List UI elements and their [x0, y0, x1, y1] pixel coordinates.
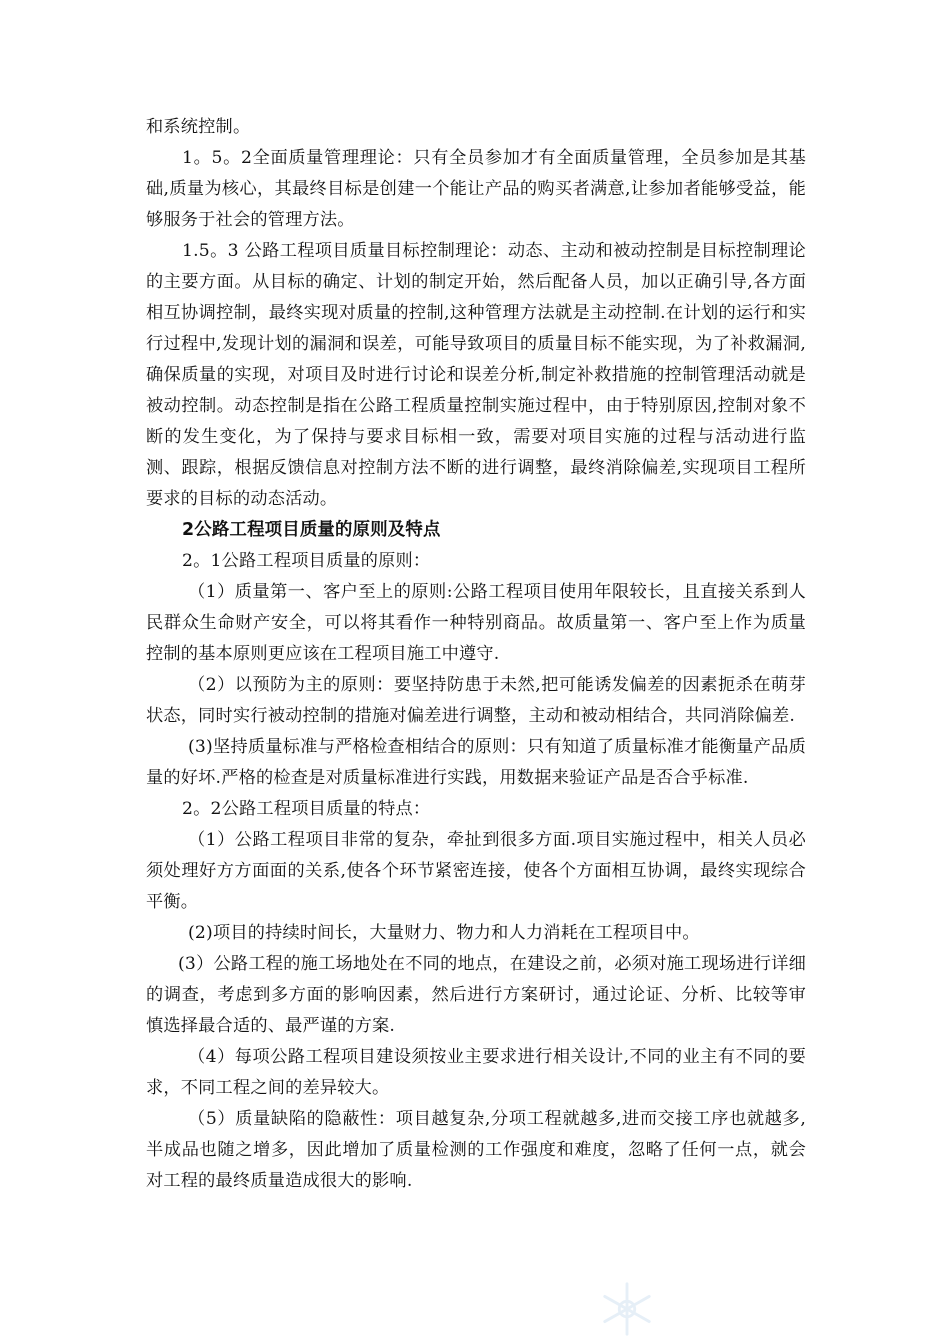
paragraph-1-5-3: 1.5。3 公路工程项目质量目标控制理论：动态、主动和被动控制是目标控制理论的主要方面。从目标的确定、计划的制定开始，然后配备人员，加以正确引导,各方面相互协调控制，最终实现对质量的控制,这种管理方法就是主动控制.在计划的运行和实行过程中,发现计划的漏洞和误差，可能导致项目的质量目标不能实现，为了补救漏洞,确保质量的实现，对项目及时进行讨论和误差分析,制定补救措施的控制管理活动就是被动控制。动态控制是指在公路工程质量控制实施过程中，由于特别原因,控制对象不断的发生变化，为了保持与要求目标相一致，需要对项目实施的过程与活动进行监测、跟踪，根据反馈信息对控制方法不断的进行调整，最终消除偏差,实现项目工程所要求的目标的动态活动。 [146, 241, 806, 509]
principle-3: (3)坚持质量标准与严格检查相结合的原则：只有知道了质量标准才能衡量产品质量的好坏.严格的检查是对质量标准进行实践，用数据来验证产品是否合乎标准. [146, 737, 806, 788]
document-body [146, 112, 806, 1197]
paragraph-1-5-2: 1。5。2全面质量管理理论：只有全员参加才有全面质量管理，全员参加是其基础,质量为核心，其最终目标是创建一个能让产品的购买者满意,让参加者能够受益，能够服务于社会的管理方法。 [146, 148, 806, 230]
subheading-2-2: 2。2公路工程项目质量的特点： [182, 799, 431, 819]
section-heading-2: 2公路工程项目质量的原则及特点 [182, 520, 441, 540]
feature-5: （5）质量缺陷的隐蔽性：项目越复杂,分项工程就越多,进而交接工序也就越多,半成品也随之增多，因此增加了质量检测的工作强度和难度，忽略了任何一点，就会对工程的最终质量造成很大的影响. [146, 1109, 806, 1191]
feature-4: （4）每项公路工程项目建设须按业主要求进行相关设计,不同的业主有不同的要求，不同工程之间的差异较大。 [146, 1047, 806, 1098]
feature-2: (2)项目的持续时间长，大量财力、物力和人力消耗在工程项目中。 [188, 923, 700, 943]
paragraph-continuation: 和系统控制。 [146, 117, 251, 137]
feature-3: (3）公路工程的施工场地处在不同的地点，在建设之前，必须对施工现场进行详细的调查，考虑到多方面的影响因素，然后进行方案研讨，通过论证、分析、比较等审慎选择最合适的、最严谨的方案. [146, 954, 806, 1036]
principle-2: （2）以预防为主的原则：要坚持防患于未然,把可能诱发偏差的因素扼杀在萌芽状态，同时实行被动控制的措施对偏差进行调整，主动和被动相结合，共同消除偏差. [146, 675, 806, 726]
snowflake-logo-icon [598, 1280, 656, 1338]
feature-1: （1）公路工程项目非常的复杂，牵扯到很多方面.项目实施过程中，相关人员必须处理好方方面面的关系,使各个环节紧密连接，使各个方面相互协调，最终实现综合平衡。 [146, 830, 806, 912]
principle-1: （1）质量第一、客户至上的原则:公路工程项目使用年限较长，且直接关系到人民群众生命财产安全，可以将其看作一种特别商品。故质量第一、客户至上作为质量控制的基本原则更应该在工程项目施工中遵守. [146, 582, 806, 664]
subheading-2-1: 2。1公路工程项目质量的原则： [182, 551, 431, 571]
